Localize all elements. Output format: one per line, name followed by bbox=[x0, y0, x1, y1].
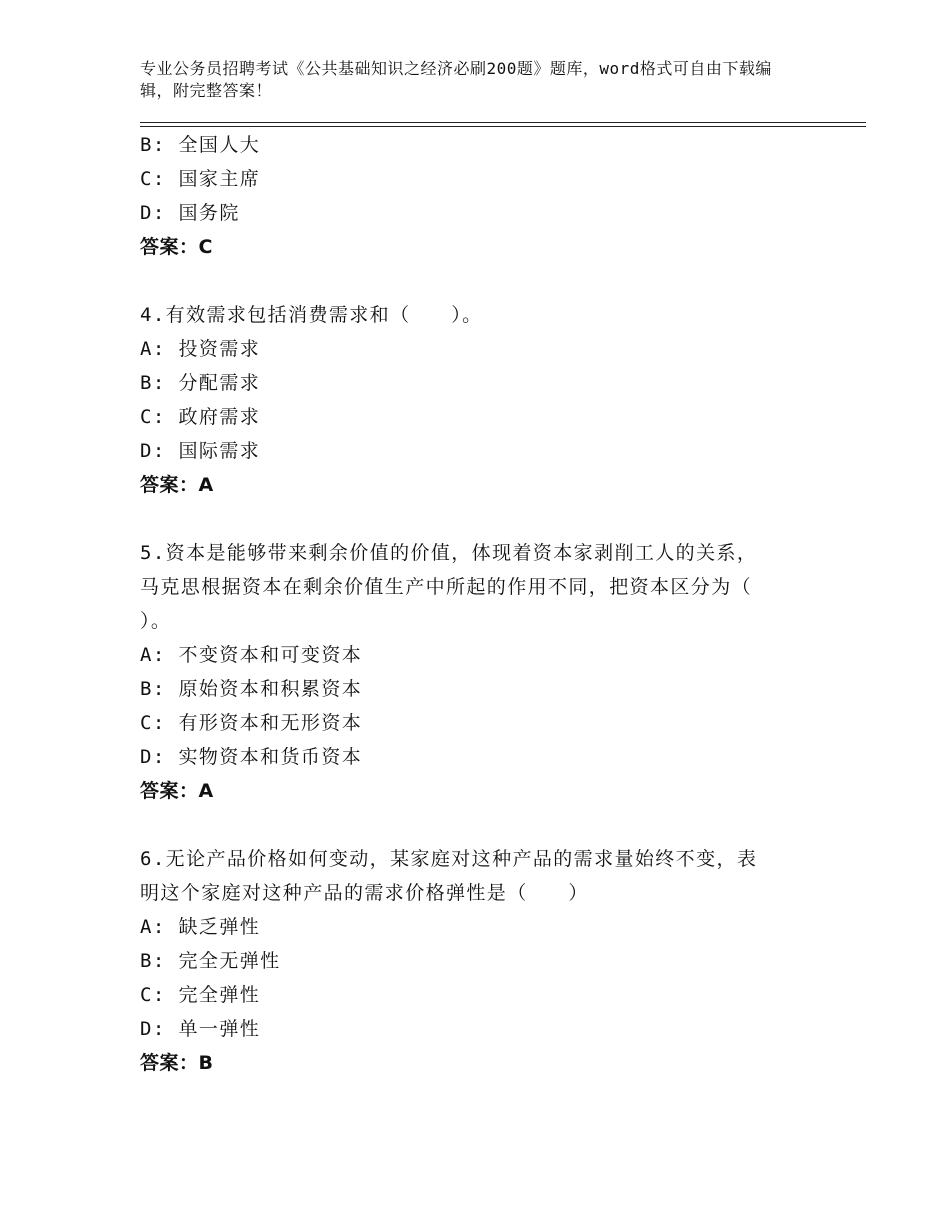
answer-line: 答案：C bbox=[140, 236, 213, 258]
option-a: A: 缺乏弹性 bbox=[140, 916, 261, 938]
question-4 bbox=[140, 298, 810, 502]
option-c: C: 政府需求 bbox=[140, 406, 261, 428]
answer-line: 答案：B bbox=[140, 1052, 214, 1074]
question-3 bbox=[140, 128, 810, 264]
option-b: B: 完全无弹性 bbox=[140, 950, 281, 972]
option-b: B: 原始资本和积累资本 bbox=[140, 678, 363, 700]
option-c: C: 完全弹性 bbox=[140, 984, 261, 1006]
option-b: B: 分配需求 bbox=[140, 372, 261, 394]
option-a: A: 不变资本和可变资本 bbox=[140, 644, 363, 666]
header-title: 专业公务员招聘考试《公共基础知识之经济必刷200题》题库，word格式可自由下载编辑，附完整答案！ bbox=[140, 59, 772, 100]
answer-line: 答案：A bbox=[140, 474, 214, 496]
option-d: D: 国务院 bbox=[140, 202, 240, 224]
page-header bbox=[140, 58, 800, 102]
question-6 bbox=[140, 842, 810, 1080]
question-5 bbox=[140, 536, 810, 808]
option-a: A: 投资需求 bbox=[140, 338, 261, 360]
option-b: B: 全国人大 bbox=[140, 134, 261, 156]
option-c: C: 有形资本和无形资本 bbox=[140, 712, 363, 734]
question-stem-line: 6.无论产品价格如何变动，某家庭对这种产品的需求量始终不变，表 bbox=[140, 848, 758, 870]
question-stem-line: 5.资本是能够带来剩余价值的价值，体现着资本家剥削工人的关系， bbox=[140, 542, 758, 564]
answer-line: 答案：A bbox=[140, 780, 214, 802]
option-d: D: 单一弹性 bbox=[140, 1018, 261, 1040]
header-divider bbox=[140, 122, 866, 127]
question-stem-line: 明这个家庭对这种产品的需求价格弹性是（ ） bbox=[140, 882, 589, 904]
question-stem: 4.有效需求包括消费需求和（ ）。 bbox=[140, 304, 483, 326]
question-stem-line: ）。 bbox=[140, 610, 172, 632]
option-c: C: 国家主席 bbox=[140, 168, 261, 190]
question-stem-line: 马克思根据资本在剩余价值生产中所起的作用不同，把资本区分为（ bbox=[140, 576, 753, 598]
option-d: D: 国际需求 bbox=[140, 440, 261, 462]
option-d: D: 实物资本和货币资本 bbox=[140, 746, 363, 768]
question-content bbox=[140, 128, 810, 1080]
